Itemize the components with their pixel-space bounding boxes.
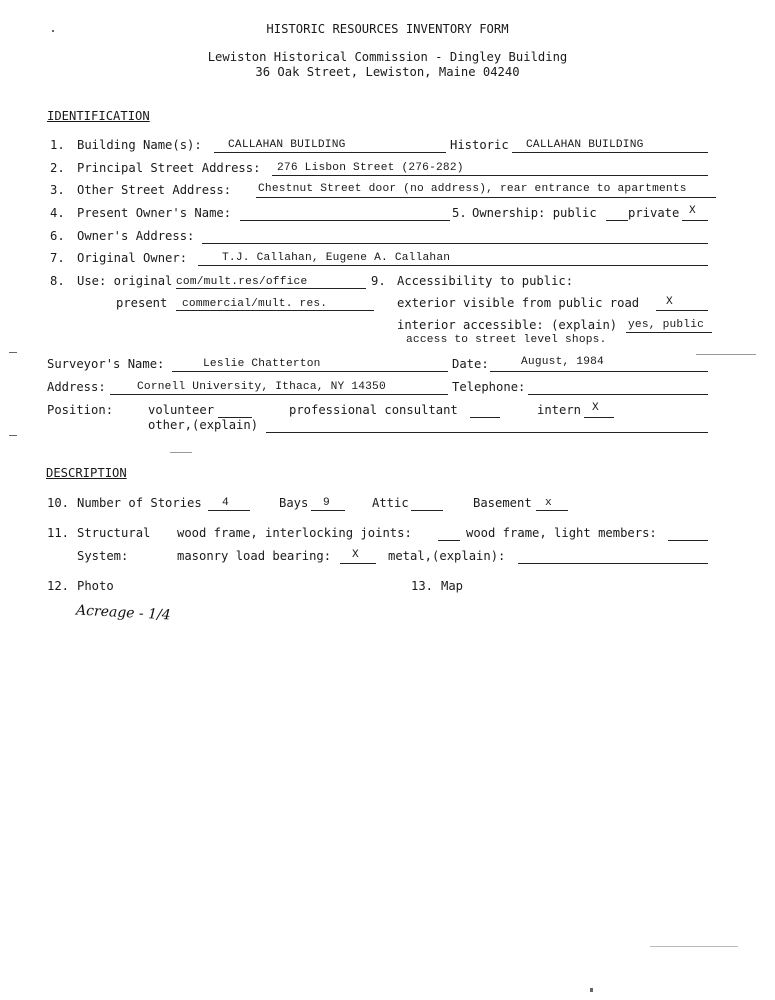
photo-label: Photo [77, 579, 114, 593]
survey-date-value: August, 1984 [521, 356, 604, 368]
ownership-public-line [606, 220, 628, 221]
scan-speck [9, 435, 17, 436]
owner-address-line [202, 243, 708, 244]
use-original-label: Use: original [77, 274, 173, 288]
masonry-value: X [352, 549, 359, 561]
principal-address-label: Principal Street Address: [77, 161, 261, 175]
interior-accessible-value-2: access to street level shops. [406, 334, 607, 346]
wood-interlocking-line [438, 540, 460, 541]
interior-accessible-line [626, 332, 712, 333]
item-1-number: 1. [50, 138, 65, 152]
accessibility-label: Accessibility to public: [397, 274, 574, 288]
position-label: Position: [47, 403, 114, 417]
position-volunteer-label: volunteer [148, 403, 215, 417]
building-name-value: CALLAHAN BUILDING [228, 139, 346, 151]
telephone-label: Telephone: [452, 380, 526, 394]
item-12-number: 12. [47, 579, 70, 593]
original-owner-label: Original Owner: [77, 251, 188, 265]
system-label: System: [77, 549, 129, 563]
attic-line [411, 510, 443, 511]
bays-value: 9 [323, 497, 330, 509]
survey-date-line [490, 371, 708, 372]
form-title: HISTORIC RESOURCES INVENTORY FORM [266, 22, 509, 36]
surveyor-address-value: Cornell University, Ithaca, NY 14350 [137, 381, 386, 393]
item-10-number: 10. [47, 496, 70, 510]
interior-accessible-label: interior accessible: (explain) [397, 318, 618, 332]
telephone-line [528, 394, 708, 395]
masonry-label: masonry load bearing: [177, 549, 332, 563]
item-13-number: 13. [411, 579, 434, 593]
other-address-label: Other Street Address: [77, 183, 232, 197]
exterior-visible-line [656, 310, 708, 311]
principal-address-value: 276 Lisbon Street (276-282) [277, 162, 464, 174]
historic-name-value: CALLAHAN BUILDING [526, 139, 644, 151]
other-address-line [256, 197, 716, 198]
use-original-value: com/mult.res/office [176, 276, 308, 288]
scan-speck [650, 946, 738, 947]
use-present-value: commercial/mult. res. [182, 298, 328, 310]
position-other-line [266, 432, 708, 433]
ownership-private-label: private [628, 206, 680, 220]
basement-label: Basement [473, 496, 532, 510]
original-owner-value: T.J. Callahan, Eugene A. Callahan [222, 252, 451, 264]
scan-speck [590, 988, 593, 992]
structural-label: Structural [77, 526, 151, 540]
bays-line [311, 510, 345, 511]
scan-speck [52, 30, 54, 32]
basement-line [536, 510, 568, 511]
exterior-visible-value: X [666, 296, 673, 308]
surveyor-address-label: Address: [47, 380, 106, 394]
scan-speck [170, 452, 192, 453]
item-4-number: 4. [50, 206, 65, 220]
metal-label: metal,(explain): [388, 549, 506, 563]
handwritten-acreage-note: Acreage - 1/4 [75, 602, 172, 624]
owner-address-label: Owner's Address: [77, 229, 195, 243]
interior-accessible-value: yes, public [628, 319, 705, 331]
attic-label: Attic [372, 496, 409, 510]
description-heading: DESCRIPTION [46, 466, 127, 480]
position-intern-label: intern [537, 403, 582, 417]
historic-name-line [512, 152, 708, 153]
stories-value: 4 [222, 497, 229, 509]
use-original-line [176, 288, 366, 289]
scan-speck [9, 352, 17, 353]
building-name-label: Building Name(s): [77, 138, 202, 152]
item-5-number: 5. [452, 206, 467, 220]
scan-speck [696, 354, 756, 355]
position-professional-label: professional consultant [289, 403, 458, 417]
item-7-number: 7. [50, 251, 65, 265]
original-owner-line [198, 265, 708, 266]
item-6-number: 6. [50, 229, 65, 243]
basement-value: x [545, 497, 552, 509]
use-present-label: present [116, 296, 168, 310]
surveyor-line [172, 371, 448, 372]
wood-light-label: wood frame, light members: [466, 526, 657, 540]
principal-address-line [272, 175, 708, 176]
building-name-line [214, 152, 446, 153]
owner-name-line [240, 220, 450, 221]
stories-line [208, 510, 250, 511]
wood-interlocking-label: wood frame, interlocking joints: [177, 526, 412, 540]
organization-line: Lewiston Historical Commission - Dingley Building [207, 50, 568, 64]
position-intern-line [584, 417, 614, 418]
item-2-number: 2. [50, 161, 65, 175]
item-9-number: 9. [371, 274, 386, 288]
position-intern-value: X [592, 402, 599, 414]
ownership-public-label: Ownership: public [472, 206, 597, 220]
bays-label: Bays [279, 496, 309, 510]
map-label: Map [441, 579, 464, 593]
survey-date-label: Date: [452, 357, 489, 371]
wood-light-line [668, 540, 708, 541]
other-address-value: Chestnut Street door (no address), rear entrance to apartments [258, 183, 687, 195]
position-professional-line [470, 417, 500, 418]
stories-label: Number of Stories [77, 496, 202, 510]
surveyor-address-line [110, 394, 448, 395]
surveyor-label: Surveyor's Name: [47, 357, 165, 371]
identification-heading: IDENTIFICATION [47, 109, 150, 123]
surveyor-value: Leslie Chatterton [203, 358, 321, 370]
historic-label: Historic [450, 138, 509, 152]
item-8-number: 8. [50, 274, 65, 288]
item-3-number: 3. [50, 183, 65, 197]
masonry-line [340, 563, 376, 564]
use-present-line [176, 310, 374, 311]
ownership-private-line [682, 220, 708, 221]
ownership-private-value: X [689, 205, 696, 217]
metal-line [518, 563, 708, 564]
organization-address: 36 Oak Street, Lewiston, Maine 04240 [255, 65, 520, 79]
position-other-label: other,(explain) [148, 418, 259, 432]
owner-name-label: Present Owner's Name: [77, 206, 232, 220]
item-11-number: 11. [47, 526, 70, 540]
exterior-visible-label: exterior visible from public road [397, 296, 640, 310]
